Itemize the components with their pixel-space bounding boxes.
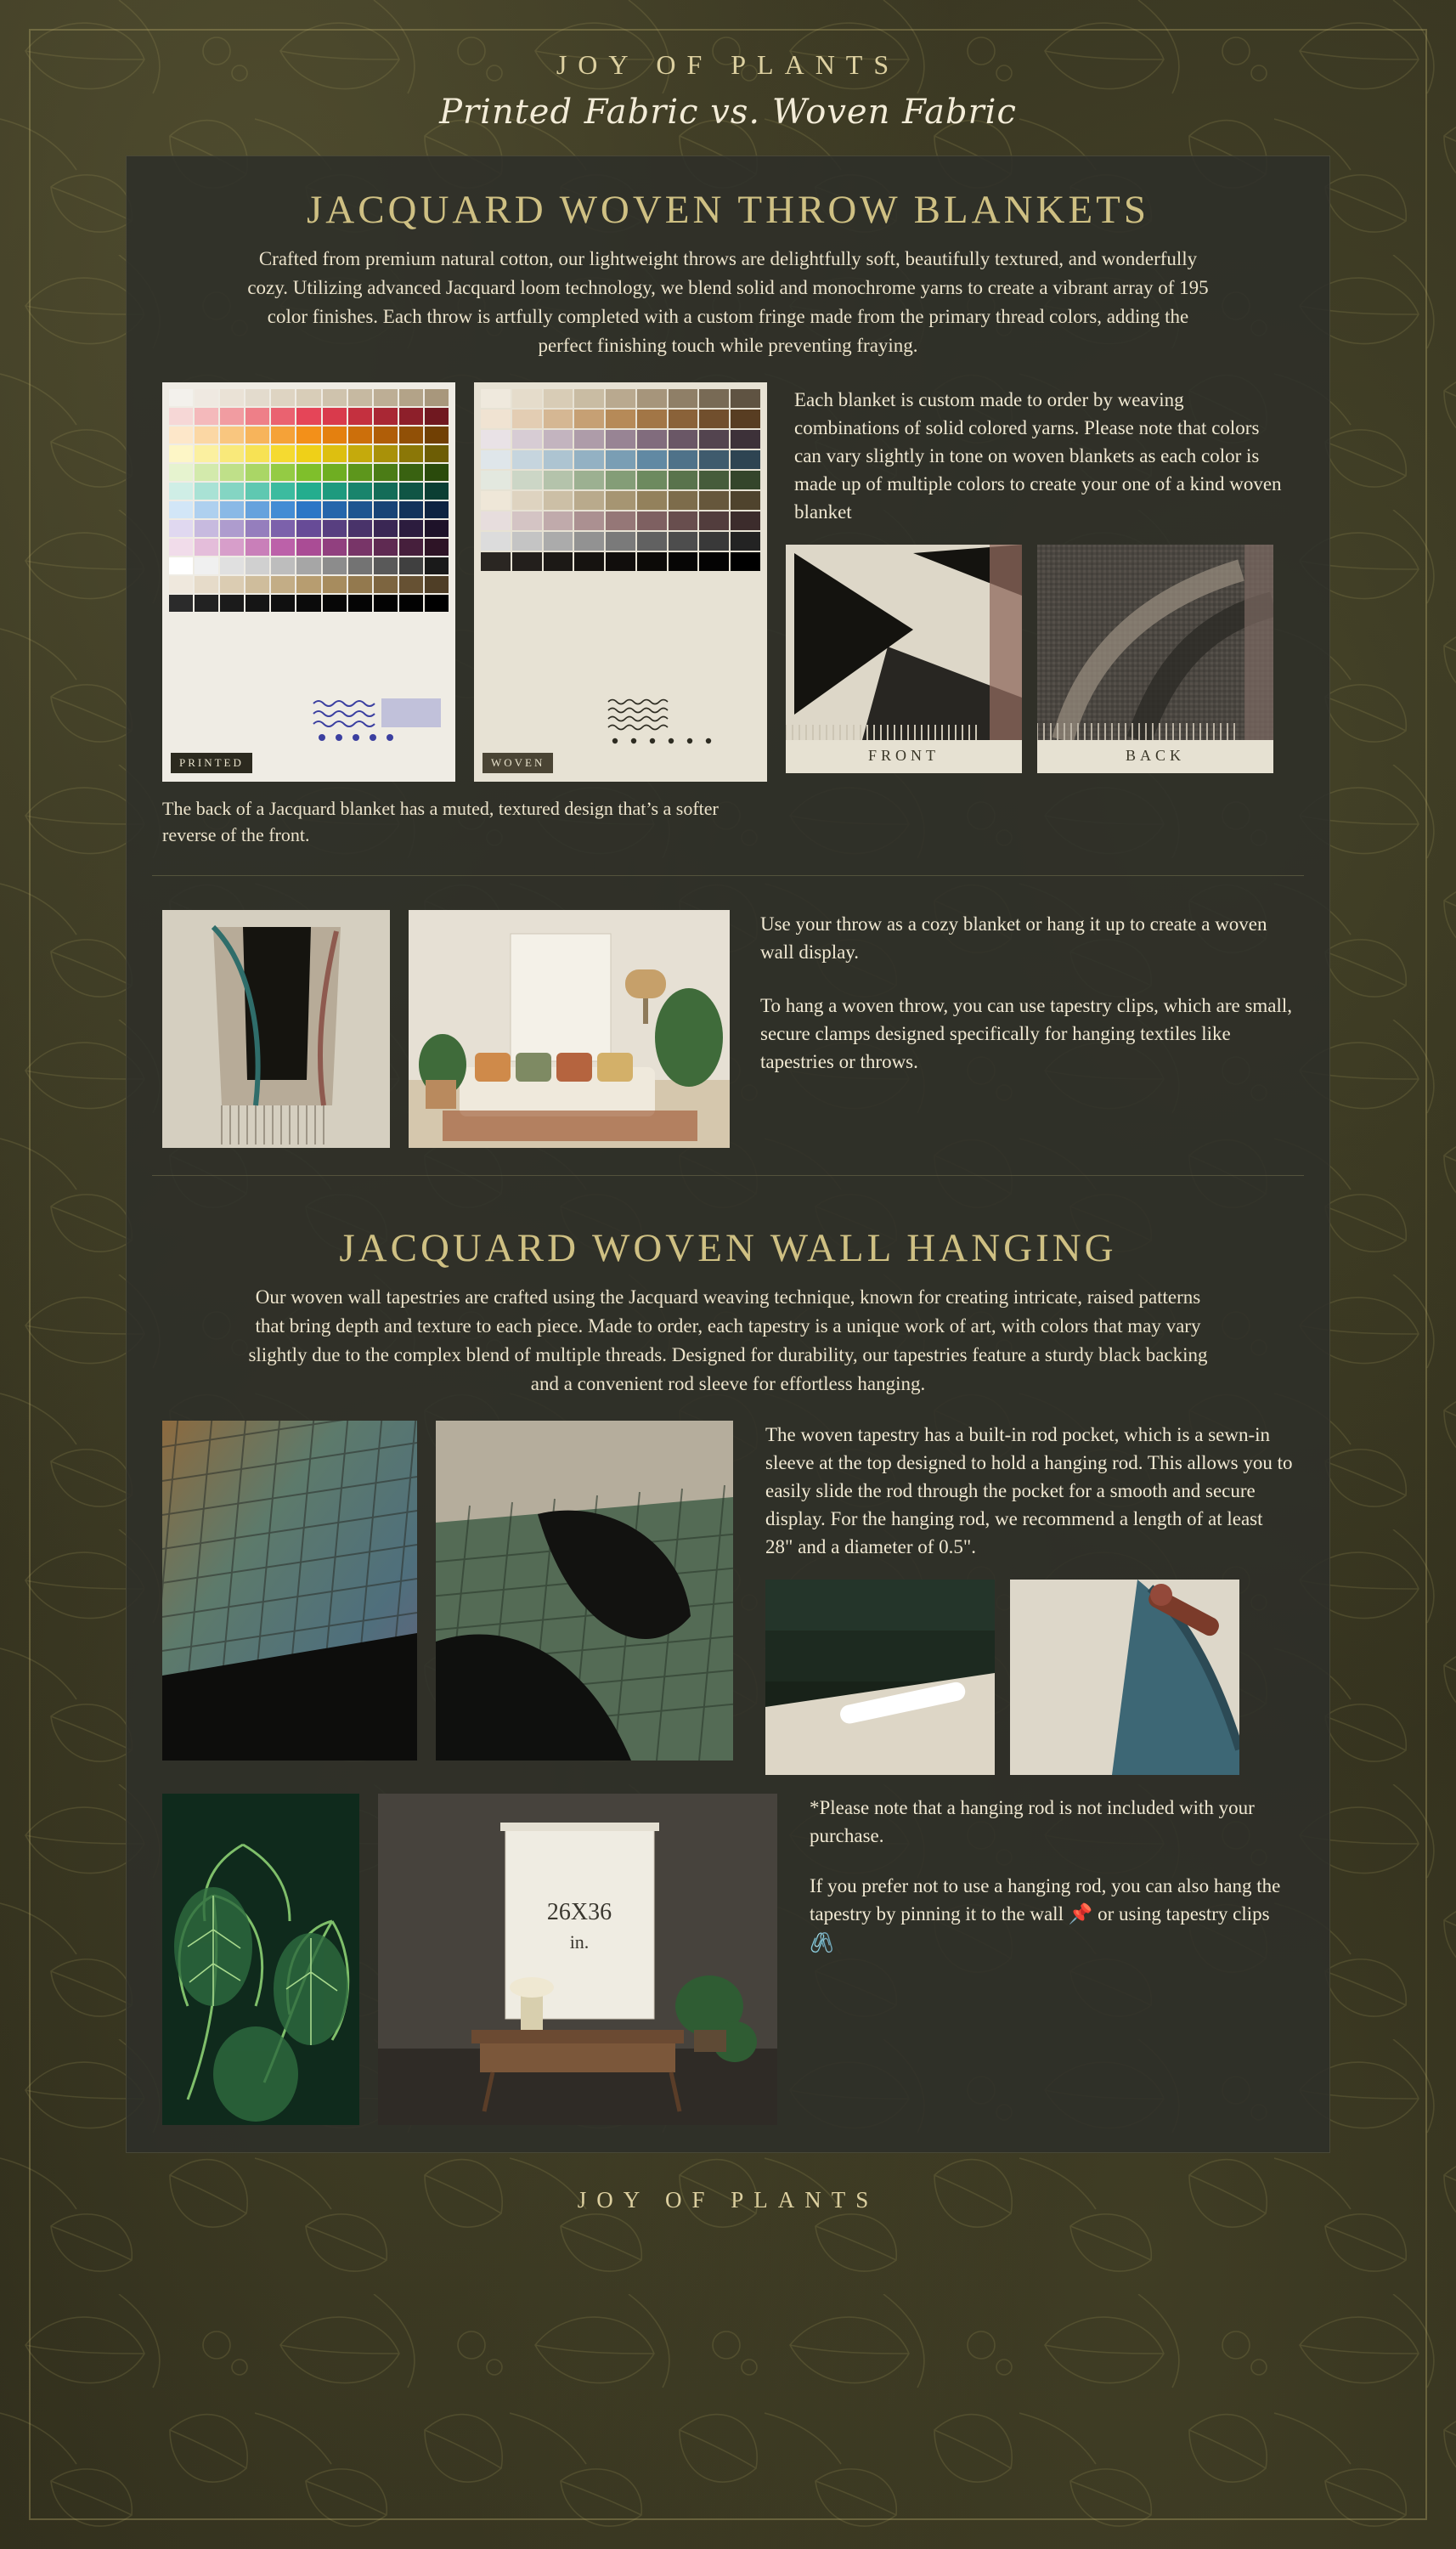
- section3-lead: Our woven wall tapestries are crafted using the Jacquard weaving technique, known for creating intricate, raised patterns that bring depth and texture to each piece. Made to order, each tapestry is a unique work of art, with colors that may vary slightly due to the complex blend of multiple threads. Designed for durability, our tapestries feature a sturdy black backing and a convenient rod sleeve for effortless hanging.: [248, 1286, 1208, 1394]
- section3-title: JACQUARD WOVEN WALL HANGING: [339, 1226, 1117, 1270]
- color-swatch: [245, 483, 269, 500]
- color-swatch: [348, 501, 372, 518]
- color-swatch: [245, 557, 269, 574]
- color-swatch: [348, 539, 372, 556]
- color-swatch: [425, 520, 449, 537]
- section2-row: [162, 910, 1294, 1148]
- color-swatch: [637, 511, 667, 530]
- color-swatch: [296, 539, 320, 556]
- section1-side-text: Each blanket is custom made to order by weaving combinations of solid colored yarns. Please note that colors can vary slightly in tone on woven blankets as each color is made up of multiple colors to create your one of a kind woven blanket: [794, 389, 1282, 523]
- section3-text-col: [752, 1421, 1294, 1775]
- rod-inserted-illustration: [1010, 1580, 1239, 1775]
- color-swatch: [481, 552, 511, 571]
- color-swatch: [296, 483, 320, 500]
- color-swatch: [323, 445, 347, 462]
- color-swatch: [220, 557, 244, 574]
- color-swatch: [374, 483, 398, 500]
- color-swatch: [637, 410, 667, 428]
- color-swatch: [296, 595, 320, 612]
- color-swatch: [699, 410, 729, 428]
- color-swatch: [637, 552, 667, 571]
- pin-icon: 📌: [1068, 1903, 1093, 1925]
- color-swatch: [637, 532, 667, 551]
- color-swatch: [574, 430, 604, 449]
- color-swatch: [399, 389, 423, 406]
- color-swatch: [544, 552, 573, 571]
- front-card: [786, 545, 1022, 773]
- living-room-illustration: [409, 910, 730, 1148]
- color-swatch: [637, 430, 667, 449]
- tapestry-grid-illustration: [162, 1421, 417, 1761]
- color-swatch: [374, 539, 398, 556]
- color-swatch: [195, 576, 218, 593]
- color-swatch: [574, 552, 604, 571]
- front-label: FRONT: [786, 740, 1022, 773]
- color-swatch: [195, 520, 218, 537]
- section3-side-text: The woven tapestry has a built-in rod pocket, which is a sewn-in sleeve at the top designed to hold a hanging rod. This allows you to easily slide the rod through the pocket for a smooth and secure display. For the hanging rod, we recommend a length of at least 28" and a diameter of 0.5".: [765, 1424, 1293, 1557]
- color-swatch: [574, 410, 604, 428]
- color-swatch: [399, 520, 423, 537]
- color-swatch: [195, 595, 218, 612]
- color-swatch: [220, 483, 244, 500]
- color-swatch: [348, 408, 372, 425]
- section3-notes-col: [796, 1794, 1294, 1958]
- color-swatch: [669, 511, 698, 530]
- color-swatch: [481, 389, 511, 408]
- color-swatch: [323, 483, 347, 500]
- content-panel: [126, 155, 1330, 2153]
- color-swatch: [481, 471, 511, 489]
- color-swatch: [374, 464, 398, 481]
- color-swatch: [323, 501, 347, 518]
- color-swatch: [399, 501, 423, 518]
- color-swatch: [699, 532, 729, 551]
- color-swatch: [195, 557, 218, 574]
- color-swatch: [574, 491, 604, 510]
- color-swatch: [195, 408, 218, 425]
- color-swatch: [399, 445, 423, 462]
- color-swatch: [348, 389, 372, 406]
- color-swatch: [544, 511, 573, 530]
- section3-bottom-row: [162, 1794, 1294, 2125]
- room-poster-photo: [378, 1794, 777, 2125]
- color-swatch: [271, 483, 295, 500]
- color-swatch: [169, 539, 193, 556]
- color-swatch: [481, 450, 511, 469]
- color-swatch: [374, 557, 398, 574]
- color-swatch: [195, 464, 218, 481]
- color-swatch: [512, 552, 542, 571]
- color-swatch: [606, 532, 635, 551]
- color-swatch: [220, 576, 244, 593]
- color-swatch: [699, 471, 729, 489]
- color-swatch: [425, 445, 449, 462]
- section2-text-2: To hang a woven throw, you can use tapestry clips, which are small, secure clamps designed specifically for hanging textiles like tapestries or throws.: [760, 995, 1293, 1072]
- masthead: [0, 0, 1456, 132]
- color-swatch: [399, 483, 423, 500]
- color-swatch: [699, 491, 729, 510]
- color-swatch: [374, 501, 398, 518]
- color-swatch: [731, 410, 760, 428]
- color-swatch: [574, 471, 604, 489]
- color-swatch: [220, 445, 244, 462]
- color-swatch: [169, 576, 193, 593]
- color-swatch: [348, 445, 372, 462]
- color-swatch: [425, 539, 449, 556]
- color-swatch: [374, 520, 398, 537]
- section1-title: JACQUARD WOVEN THROW BLANKETS: [306, 188, 1150, 232]
- poster-size-line1: 26X36: [546, 1899, 612, 1925]
- color-swatch: [296, 557, 320, 574]
- blanket-back-photo: [1037, 545, 1273, 740]
- color-swatch: [271, 427, 295, 444]
- color-swatch: [481, 410, 511, 428]
- woven-swatch-chart: [474, 382, 767, 782]
- color-swatch: [512, 471, 542, 489]
- rod-pocket-illustration: [765, 1580, 995, 1775]
- room-poster-illustration: [378, 1794, 777, 2125]
- color-swatch: [348, 464, 372, 481]
- color-swatch: [425, 557, 449, 574]
- color-swatch: [323, 520, 347, 537]
- back-card: [1037, 545, 1273, 773]
- color-swatch: [512, 491, 542, 510]
- front-back-row: [786, 545, 1294, 773]
- divider-1: [152, 875, 1304, 876]
- color-swatch: [271, 520, 295, 537]
- color-swatch: [169, 520, 193, 537]
- color-swatch: [195, 389, 218, 406]
- tapestry-backing-photo: [436, 1421, 733, 1761]
- color-swatch: [606, 430, 635, 449]
- color-swatch: [512, 532, 542, 551]
- color-swatch: [606, 389, 635, 408]
- color-swatch: [399, 464, 423, 481]
- color-swatch: [669, 471, 698, 489]
- color-swatch: [271, 501, 295, 518]
- color-swatch: [195, 539, 218, 556]
- color-swatch: [637, 450, 667, 469]
- color-swatch: [323, 408, 347, 425]
- color-swatch: [699, 552, 729, 571]
- color-swatch: [220, 539, 244, 556]
- color-swatch: [348, 557, 372, 574]
- color-swatch: [606, 552, 635, 571]
- color-swatch: [169, 595, 193, 612]
- color-swatch: [245, 427, 269, 444]
- section1-lead: Crafted from premium natural cotton, our lightweight throws are delightfully soft, beautifully textured, and wonderfully cozy. Utilizing advanced Jacquard loom technology, we blend solid and monochrome yarns to create a vibrant array of 195 color finishes. Each throw is artfully completed with a custom fringe made from the primary thread colors, adding the perfect finishing touch while preventing fraying.: [247, 248, 1209, 356]
- color-swatch: [169, 464, 193, 481]
- rod-not-included-note: *Please note that a hanging rod is not included with your purchase.: [810, 1797, 1255, 1846]
- color-swatch: [544, 471, 573, 489]
- section-hanging-usage: [127, 895, 1329, 1156]
- color-swatch: [245, 520, 269, 537]
- pinning-note: [810, 1872, 1294, 1958]
- color-swatch: [271, 389, 295, 406]
- color-swatch: [606, 511, 635, 530]
- color-swatch: [296, 464, 320, 481]
- color-swatch: [296, 408, 320, 425]
- color-swatch: [220, 464, 244, 481]
- rod-pocket-photo: [765, 1580, 995, 1775]
- color-swatch: [399, 576, 423, 593]
- color-swatch: [271, 595, 295, 612]
- color-swatch: [296, 576, 320, 593]
- color-swatch: [195, 427, 218, 444]
- color-swatch: [637, 389, 667, 408]
- color-swatch: [399, 427, 423, 444]
- section1-right-column: [786, 382, 1294, 773]
- rod-photos-row: [765, 1580, 1294, 1775]
- color-swatch: [323, 427, 347, 444]
- clip-icon: 🖇️: [810, 1932, 834, 1954]
- color-swatch: [296, 445, 320, 462]
- color-swatch: [323, 595, 347, 612]
- rod-inserted-photo: [1010, 1580, 1239, 1775]
- color-swatch: [245, 501, 269, 518]
- color-swatch: [574, 389, 604, 408]
- color-swatch: [169, 483, 193, 500]
- color-swatch: [323, 539, 347, 556]
- color-swatch: [374, 576, 398, 593]
- color-swatch: [669, 430, 698, 449]
- color-swatch: [637, 471, 667, 489]
- color-swatch: [399, 408, 423, 425]
- color-swatch: [574, 511, 604, 530]
- printed-label: PRINTED: [171, 753, 252, 773]
- color-swatch: [323, 464, 347, 481]
- section2-text-col: [748, 910, 1294, 1076]
- color-swatch: [606, 491, 635, 510]
- color-swatch: [544, 430, 573, 449]
- color-swatch: [169, 445, 193, 462]
- color-swatch: [296, 427, 320, 444]
- color-swatch: [374, 389, 398, 406]
- color-swatch: [195, 501, 218, 518]
- color-swatch: [271, 408, 295, 425]
- color-swatch: [220, 427, 244, 444]
- blanket-front-photo: [786, 545, 1022, 740]
- color-swatch: [731, 450, 760, 469]
- woven-pattern-samples: [481, 695, 760, 749]
- color-swatch: [271, 445, 295, 462]
- color-swatch: [512, 450, 542, 469]
- leaf-tapestry-photo: [162, 1794, 359, 2125]
- color-swatch: [731, 532, 760, 551]
- color-swatch: [348, 483, 372, 500]
- poster-size-line2: in.: [569, 1931, 590, 1953]
- color-swatch: [512, 389, 542, 408]
- color-swatch: [669, 552, 698, 571]
- color-swatch: [731, 471, 760, 489]
- color-swatch: [425, 464, 449, 481]
- color-swatch: [731, 389, 760, 408]
- color-swatch: [169, 427, 193, 444]
- color-swatch: [348, 520, 372, 537]
- color-swatch: [271, 464, 295, 481]
- living-room-photo: [409, 910, 730, 1148]
- footer-brand: JOY OF PLANTS: [577, 2187, 879, 2213]
- leaf-tapestry-illustration: [162, 1794, 359, 2125]
- color-swatch: [296, 389, 320, 406]
- section2-text-1: Use your throw as a cozy blanket or hang it up to create a woven wall display.: [760, 913, 1267, 963]
- color-swatch: [399, 539, 423, 556]
- color-swatch: [169, 389, 193, 406]
- color-swatch: [574, 450, 604, 469]
- color-swatch: [220, 595, 244, 612]
- pinning-note-part2: or using tapestry clips: [1092, 1903, 1270, 1924]
- color-swatch: [637, 491, 667, 510]
- color-swatch: [481, 430, 511, 449]
- color-swatch: [512, 410, 542, 428]
- blanket-front-illustration: [786, 545, 1022, 740]
- color-swatch: [245, 539, 269, 556]
- color-swatch: [731, 511, 760, 530]
- color-swatch: [220, 389, 244, 406]
- color-swatch: [348, 595, 372, 612]
- back-label: BACK: [1037, 740, 1273, 773]
- color-swatch: [374, 408, 398, 425]
- color-swatch: [374, 445, 398, 462]
- color-swatch: [544, 389, 573, 408]
- section1-media-row: [162, 382, 1294, 782]
- tapestry-detail-photo: [162, 1421, 417, 1761]
- section-throw-blankets: [127, 156, 1329, 856]
- color-swatch: [245, 576, 269, 593]
- color-swatch: [296, 501, 320, 518]
- color-swatch: [245, 595, 269, 612]
- page-subtitle: Printed Fabric vs. Woven Fabric: [439, 93, 1017, 132]
- color-swatch: [481, 511, 511, 530]
- color-swatch: [169, 557, 193, 574]
- color-swatch: [245, 445, 269, 462]
- color-swatch: [512, 511, 542, 530]
- color-swatch: [271, 539, 295, 556]
- color-swatch: [425, 427, 449, 444]
- color-swatch: [425, 501, 449, 518]
- color-swatch: [606, 410, 635, 428]
- color-swatch: [512, 430, 542, 449]
- back-caption: The back of a Jacquard blanket has a muted, textured design that’s a softer reverse of the front.: [162, 798, 719, 845]
- color-swatch: [544, 410, 573, 428]
- color-swatch: [245, 464, 269, 481]
- color-swatch: [669, 410, 698, 428]
- throw-hanging-illustration: [162, 910, 390, 1148]
- section-wall-hanging: [127, 1195, 1329, 2134]
- color-swatch: [348, 576, 372, 593]
- tapestry-backing-illustration: [436, 1421, 733, 1761]
- color-swatch: [195, 483, 218, 500]
- color-swatch: [606, 471, 635, 489]
- color-swatch: [271, 557, 295, 574]
- color-swatch: [374, 595, 398, 612]
- color-swatch: [699, 389, 729, 408]
- color-swatch: [669, 532, 698, 551]
- color-swatch: [425, 576, 449, 593]
- color-swatch: [731, 552, 760, 571]
- color-swatch: [699, 450, 729, 469]
- printed-swatch-chart: [162, 382, 455, 782]
- color-swatch: [669, 389, 698, 408]
- printed-pattern-samples: [169, 697, 449, 748]
- color-swatch: [220, 501, 244, 518]
- woven-swatch-grid: [481, 389, 760, 571]
- color-swatch: [245, 408, 269, 425]
- color-swatch: [731, 491, 760, 510]
- blanket-back-illustration: [1037, 545, 1273, 740]
- color-swatch: [323, 576, 347, 593]
- pinning-note-part1: If you prefer not to use a hanging rod, you can also hang the tapestry by pinning it to the wall: [810, 1875, 1281, 1924]
- color-swatch: [425, 483, 449, 500]
- color-swatch: [399, 557, 423, 574]
- color-swatch: [271, 576, 295, 593]
- color-swatch: [399, 595, 423, 612]
- color-swatch: [323, 557, 347, 574]
- color-swatch: [544, 491, 573, 510]
- divider-2: [152, 1175, 1304, 1176]
- color-swatch: [669, 450, 698, 469]
- color-swatch: [296, 520, 320, 537]
- color-swatch: [169, 501, 193, 518]
- color-swatch: [425, 408, 449, 425]
- color-swatch: [348, 427, 372, 444]
- section3-media-row: [162, 1421, 1294, 1775]
- color-swatch: [323, 389, 347, 406]
- color-swatch: [481, 532, 511, 551]
- color-swatch: [699, 511, 729, 530]
- color-swatch: [374, 427, 398, 444]
- color-swatch: [245, 389, 269, 406]
- color-swatch: [425, 595, 449, 612]
- color-swatch: [544, 532, 573, 551]
- color-swatch: [669, 491, 698, 510]
- color-swatch: [544, 450, 573, 469]
- color-swatch: [606, 450, 635, 469]
- woven-label: WOVEN: [483, 753, 553, 773]
- color-swatch: [220, 408, 244, 425]
- color-swatch: [220, 520, 244, 537]
- color-swatch: [699, 430, 729, 449]
- color-swatch: [195, 445, 218, 462]
- printed-swatch-grid: [169, 389, 449, 612]
- color-swatch: [574, 532, 604, 551]
- color-swatch: [731, 430, 760, 449]
- color-swatch: [169, 408, 193, 425]
- throw-hanging-photo: [162, 910, 390, 1148]
- brand-title: JOY OF PLANTS: [556, 49, 900, 80]
- color-swatch: [481, 491, 511, 510]
- color-swatch: [425, 389, 449, 406]
